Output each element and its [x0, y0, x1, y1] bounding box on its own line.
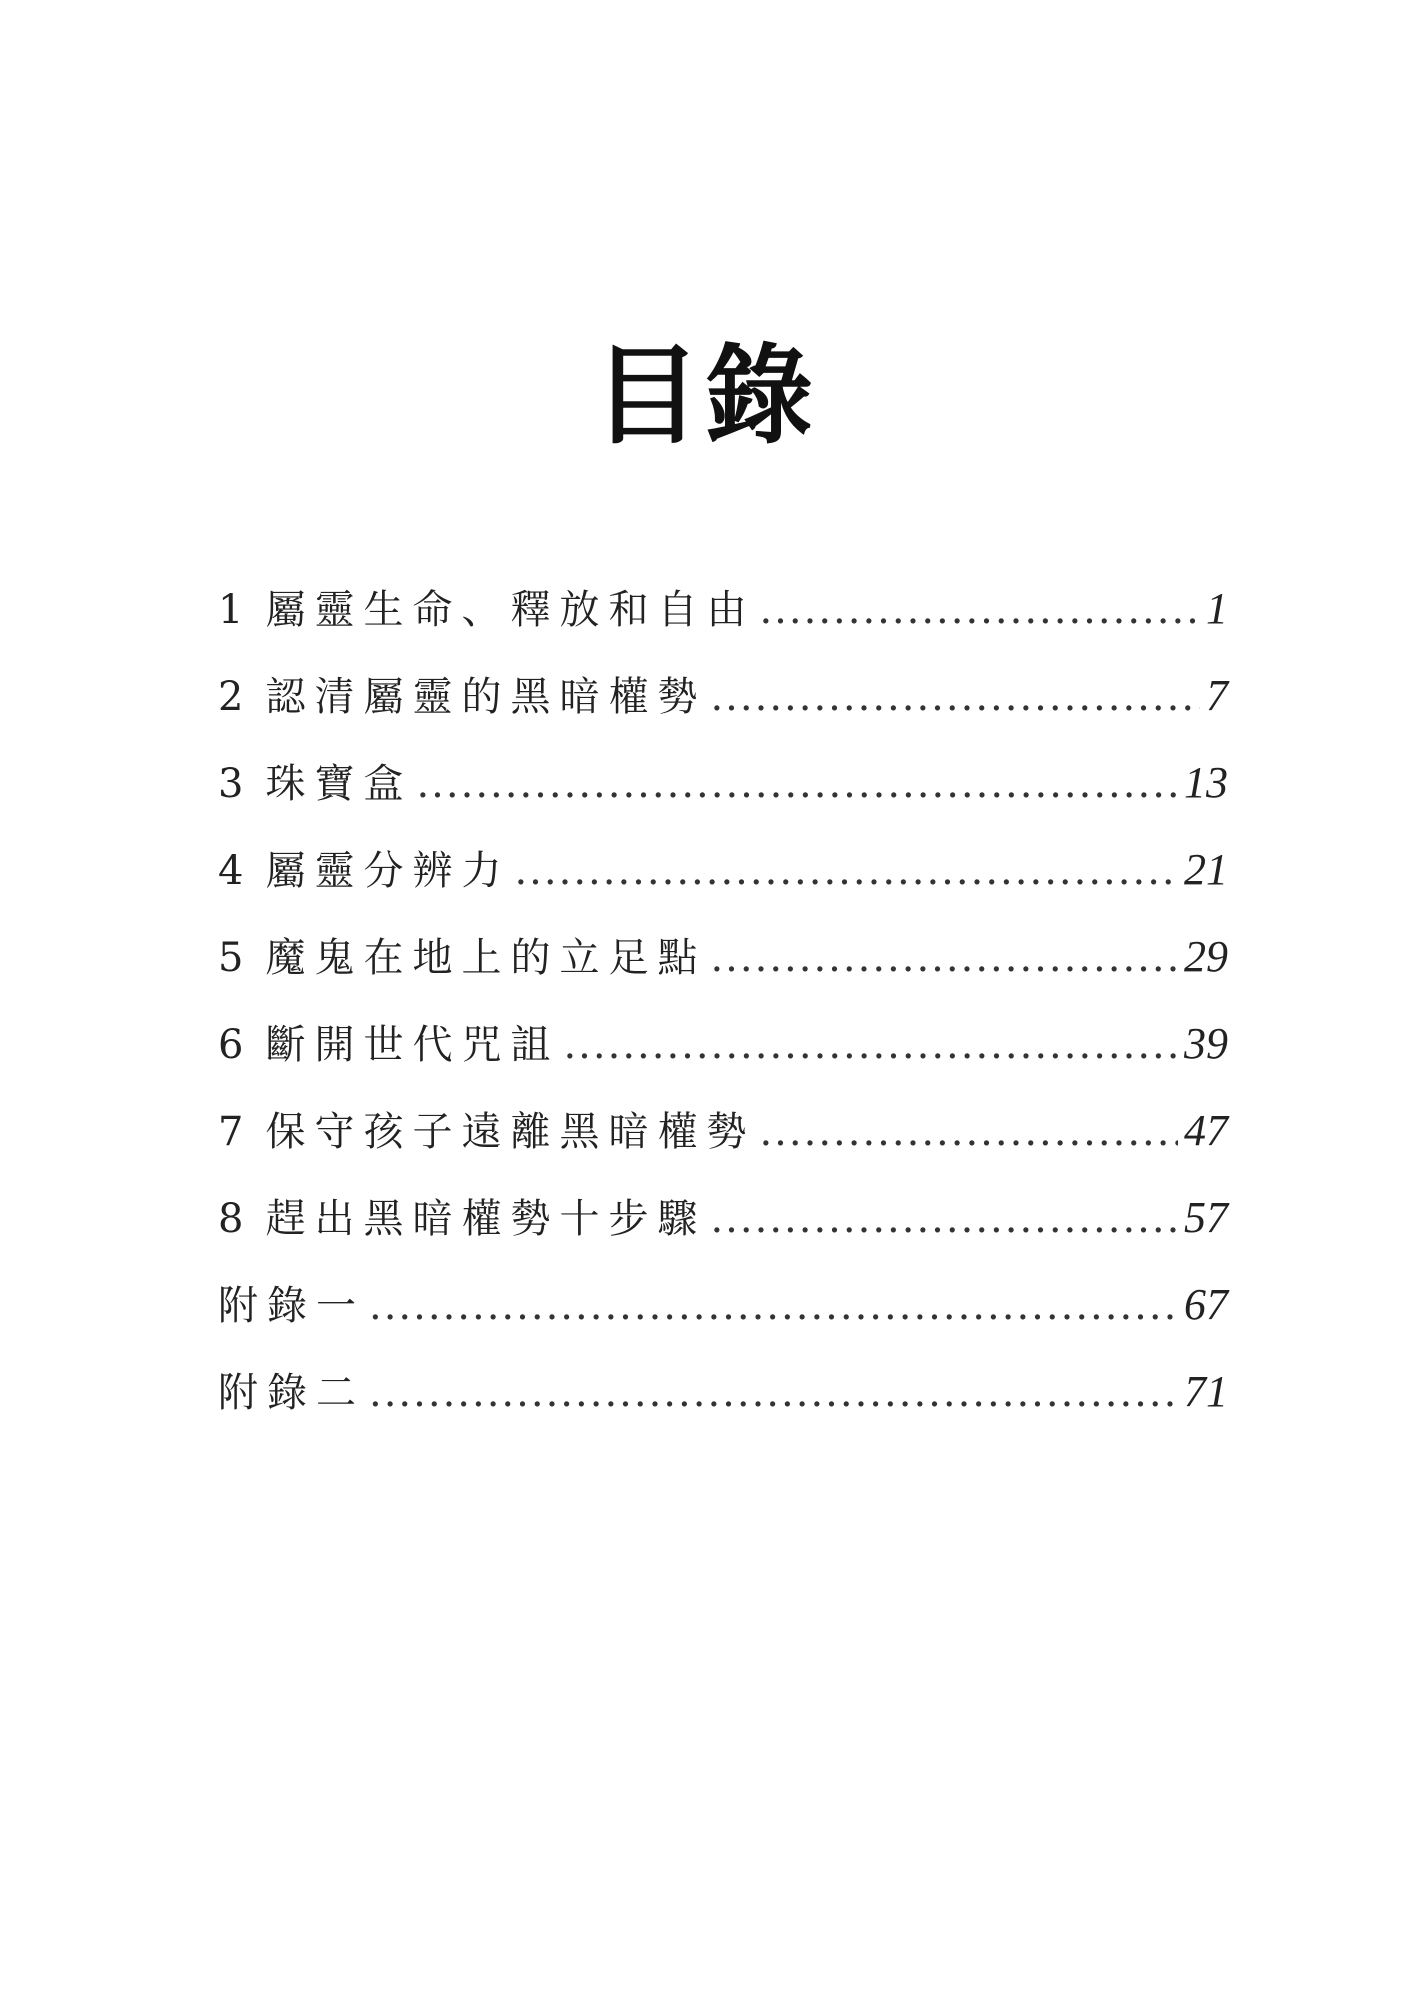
toc-entry-title: 趕出黑暗權勢十步驟 [265, 1196, 707, 1242]
toc-entry-number: 2 [218, 674, 244, 720]
toc-entry-page: 57 [1184, 1193, 1228, 1242]
toc-entry-page: 29 [1184, 932, 1228, 981]
toc-entry-number: 1 [218, 587, 244, 633]
toc-entry-2[interactable] [218, 652, 1228, 739]
toc-entry-page: 7 [1206, 671, 1228, 720]
toc-entry-title: 屬靈分辨力 [265, 848, 511, 894]
dot-leader [710, 654, 1200, 741]
toc-entry-page: 39 [1184, 1019, 1228, 1068]
dot-leader [759, 1089, 1178, 1176]
dot-leader [369, 1350, 1178, 1437]
toc-entry-page: 21 [1184, 845, 1228, 894]
toc-entry-number: 7 [218, 1109, 244, 1155]
toc-entry-appendix-2[interactable] [218, 1348, 1228, 1435]
toc-entry-title: 斷開世代咒詛 [265, 1022, 560, 1068]
toc-entry-4[interactable] [218, 826, 1228, 913]
toc-entry-page: 67 [1184, 1280, 1228, 1329]
dot-leader [710, 1176, 1178, 1263]
toc-entry-5[interactable] [218, 913, 1228, 1000]
toc-entry-page: 1 [1206, 584, 1228, 633]
toc-entry-number: 4 [218, 848, 244, 894]
dot-leader [369, 1263, 1178, 1350]
toc-entry-title: 保守孩子遠離黑暗權勢 [265, 1109, 756, 1155]
toc-entry-7[interactable] [218, 1087, 1228, 1174]
dot-leader [710, 915, 1178, 1002]
toc-entry-title: 珠寶盒 [265, 761, 413, 807]
toc-entry-title: 附錄一 [218, 1283, 365, 1329]
dot-leader [759, 567, 1200, 654]
toc-entry-title: 魔鬼在地上的立足點 [265, 935, 707, 981]
table-of-contents [218, 565, 1228, 1435]
toc-entry-title: 附錄二 [218, 1370, 365, 1416]
toc-entry-3[interactable] [218, 739, 1228, 826]
toc-entry-page: 71 [1184, 1367, 1228, 1416]
toc-entry-1[interactable] [218, 565, 1228, 652]
toc-entry-number: 8 [218, 1196, 244, 1242]
toc-entry-number: 5 [218, 935, 244, 981]
dot-leader [514, 828, 1178, 915]
page-title: 目錄 [592, 333, 817, 460]
toc-entry-page: 13 [1184, 758, 1228, 807]
toc-entry-6[interactable] [218, 1000, 1228, 1087]
toc-entry-page: 47 [1184, 1106, 1228, 1155]
toc-entry-number: 3 [218, 761, 244, 807]
toc-entry-8[interactable] [218, 1174, 1228, 1261]
dot-leader [563, 1002, 1178, 1089]
toc-entry-appendix-1[interactable] [218, 1261, 1228, 1348]
toc-entry-number: 6 [218, 1022, 244, 1068]
toc-entry-title: 認清屬靈的黑暗權勢 [265, 674, 707, 720]
toc-entry-title: 屬靈生命、釋放和自由 [265, 587, 756, 633]
dot-leader [416, 741, 1178, 828]
